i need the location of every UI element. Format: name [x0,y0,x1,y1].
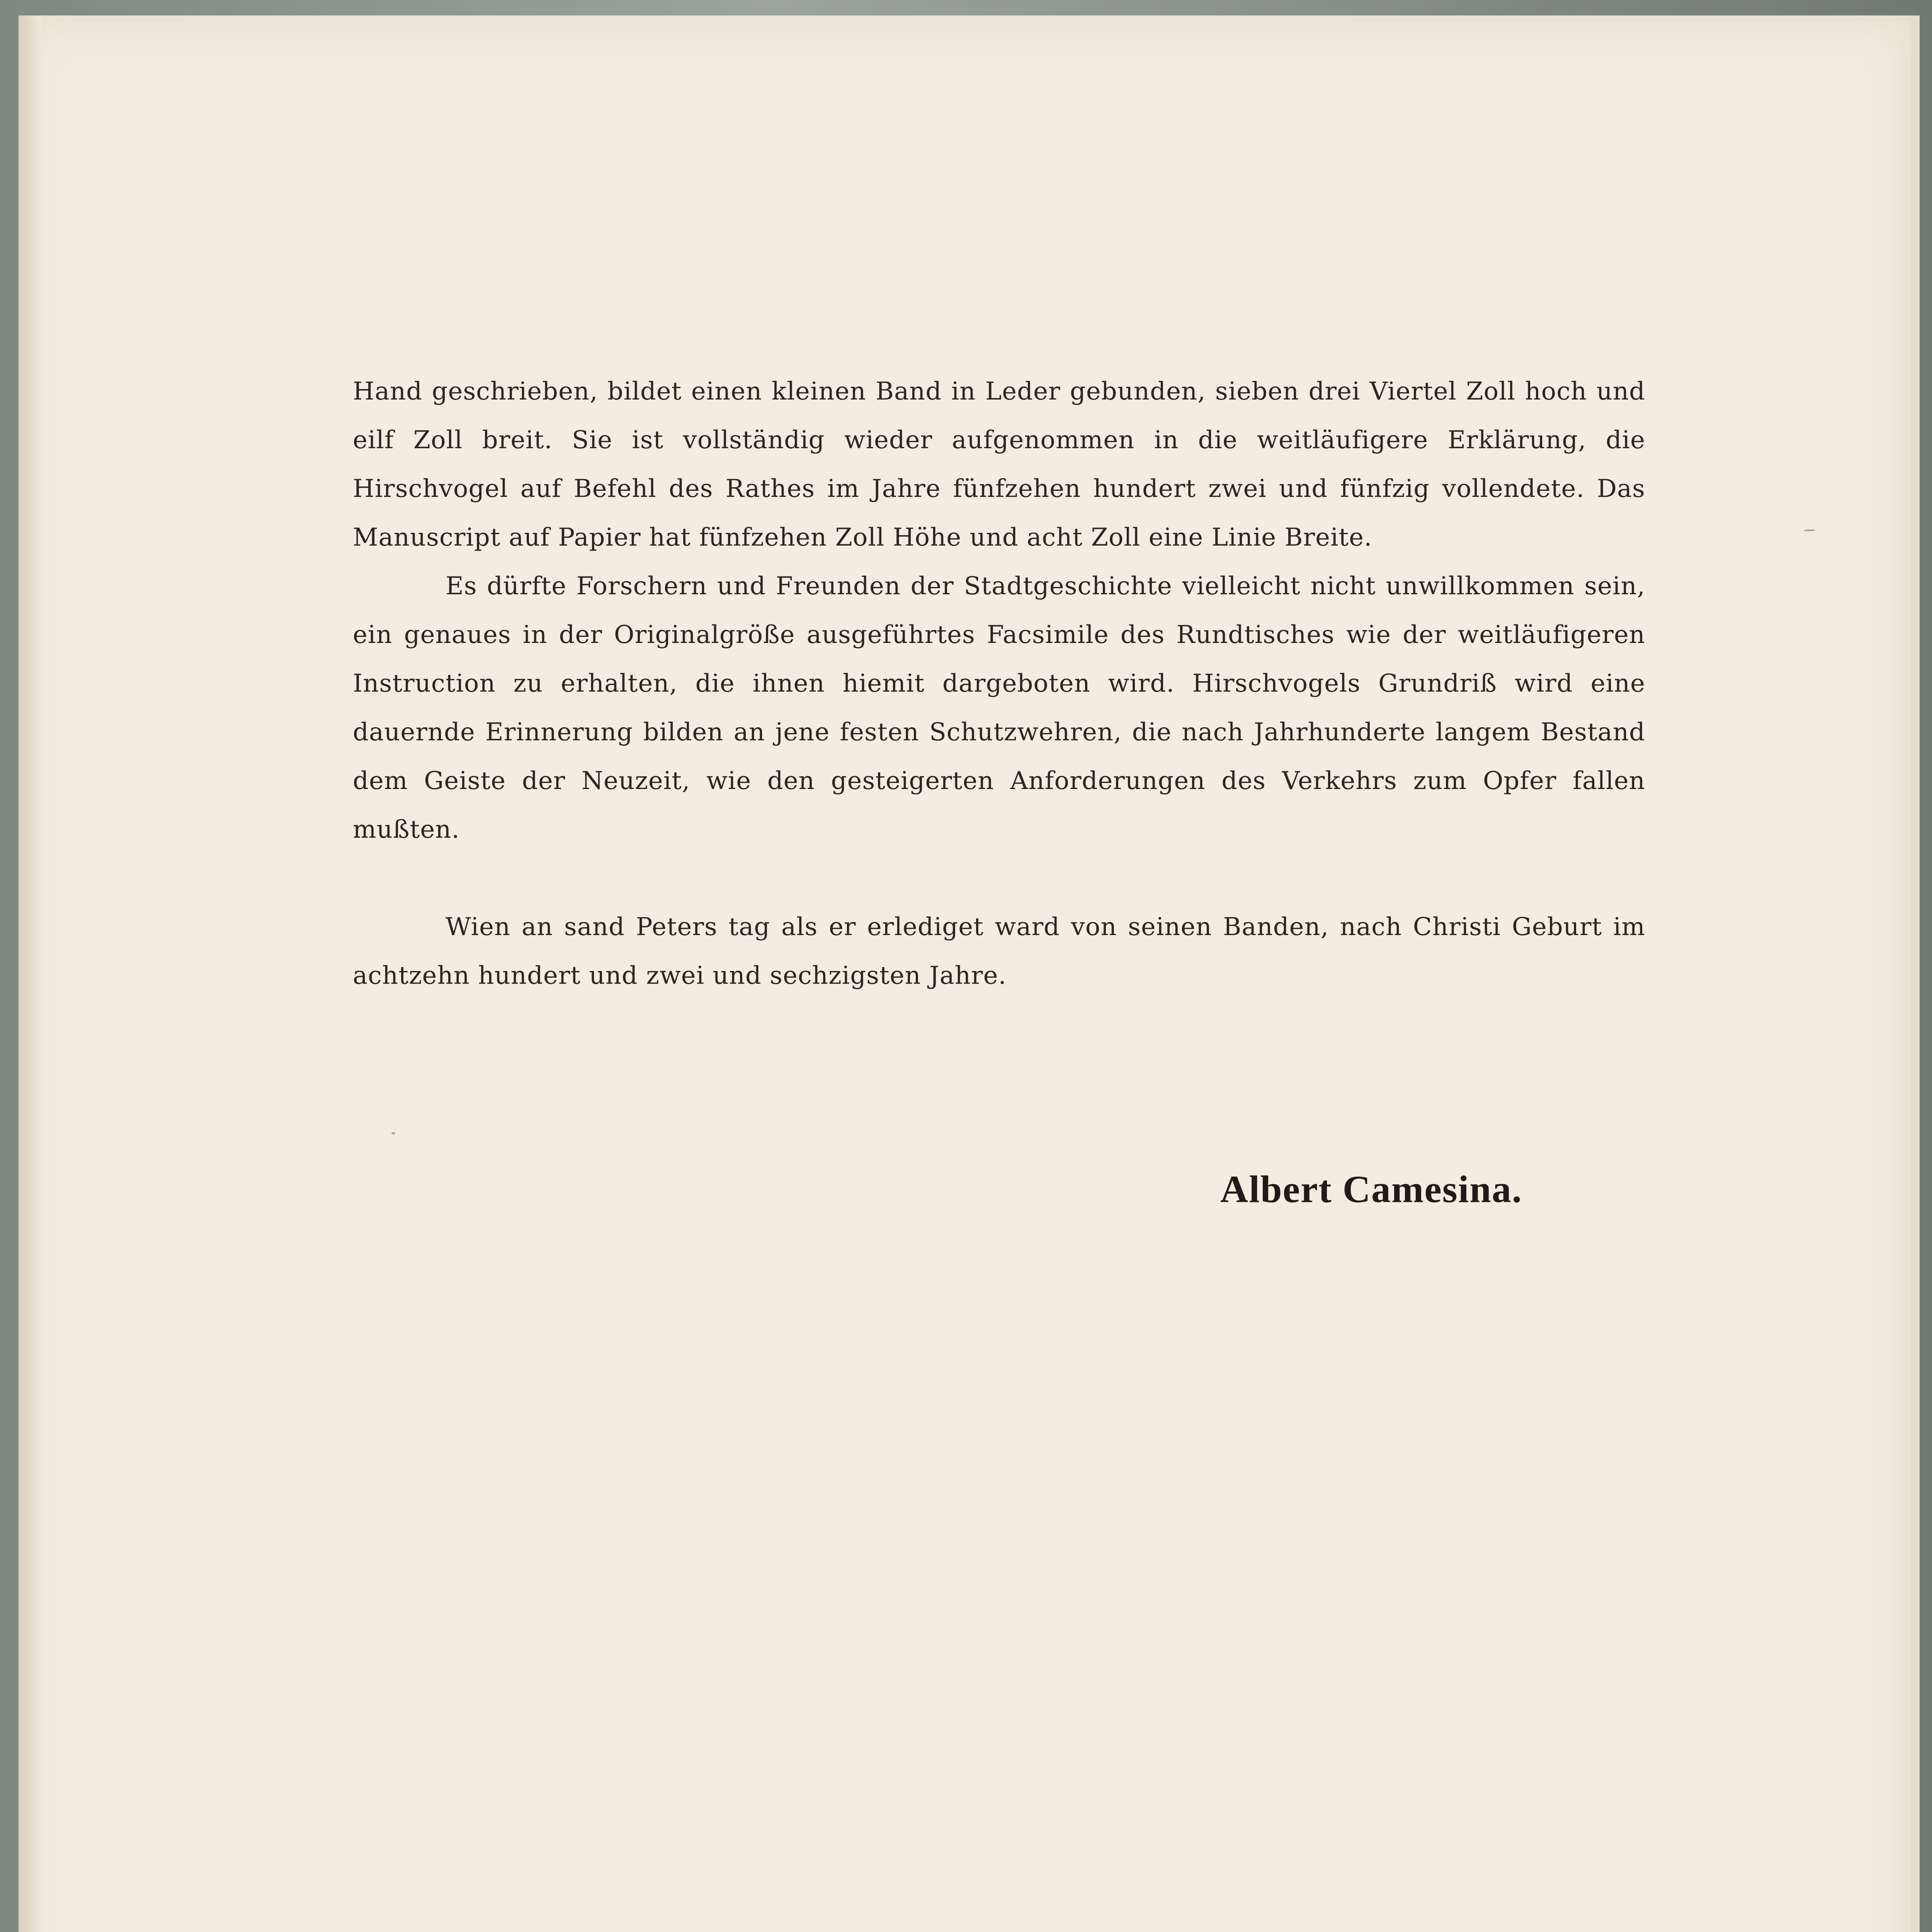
body-text [353,367,1645,1000]
paper-speck [391,1132,395,1134]
document-page [19,15,1920,1932]
author-signature: Albert Camesina. [1220,1168,1522,1211]
paragraph-dateline: Wien an sand Peters tag als er erlediget ward von seinen Banden, nach Christi Geburt im achtzehn hundert und zwei und sechzigsten Jahre. [353,913,1645,990]
page-binding-edge [19,15,42,1932]
paragraph-facsimile: Es dürfte Forschern und Freunden der Stadtgeschichte vielleicht nicht unwillkommen sein, ein genaues in der Originalgröße ausgeführtes Facsimile des Rundtisches wie der weitläufigeren Instruction zu erhalten, die ihnen hiemit dargeboten wird. Hirschvogels Grundriß wird eine dauernde Erinnerung bilden an jene festen Schutzwehren, die nach Jahrhunderte langem Bestand dem Geiste der Neuzeit, wie den gesteigerten Anforderungen des Verkehrs zum Opfer fallen mußten. [353,572,1645,844]
paragraph-continuation: Hand geschrieben, bildet einen kleinen Band in Leder gebunden, sieben drei Viertel Zoll hoch und eilf Zoll breit. Sie ist vollständig wieder aufgenommen in die weitläufigere Erklärung, die Hirschvogel auf Befehl des Rathes im Jahre fünfzehen hundert zwei und fünfzig vollendete. Das Manuscript auf Papier hat fünfzehen Zoll Höhe und acht Zoll eine Linie Breite. [353,377,1645,552]
paper-speck [1804,529,1815,531]
